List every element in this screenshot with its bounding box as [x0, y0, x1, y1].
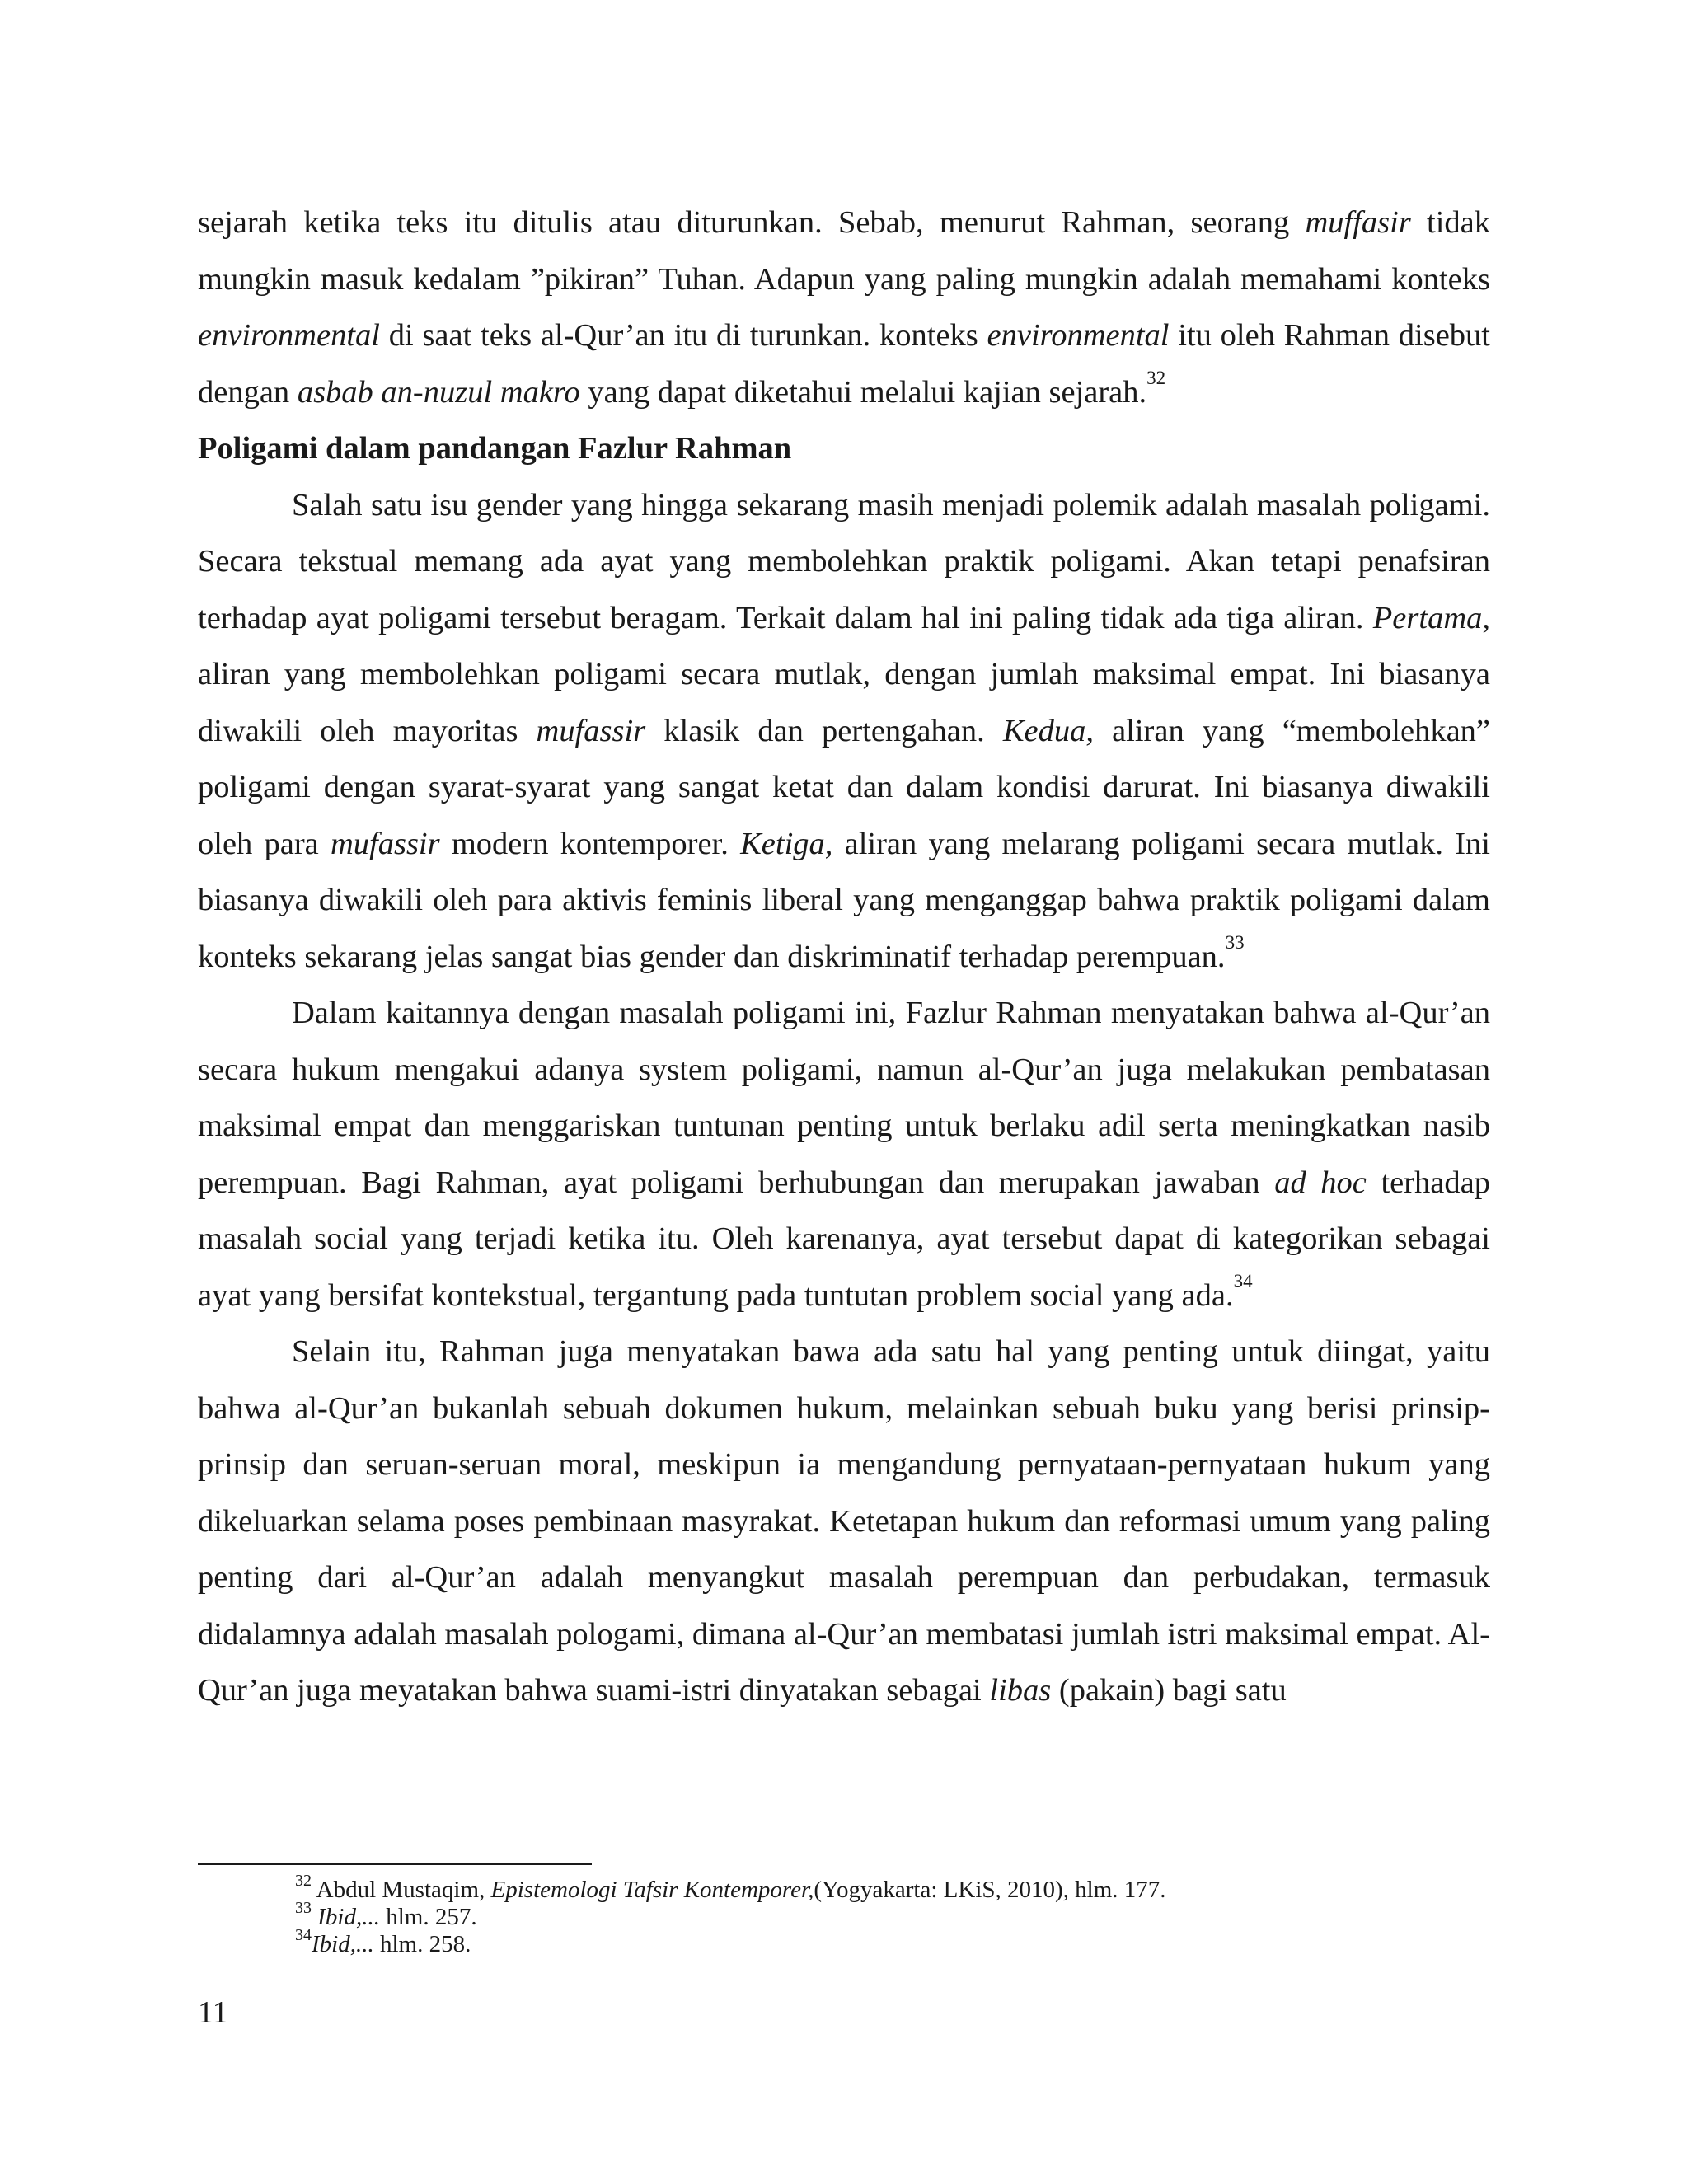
text-run: di saat teks al-Qur’an itu di turunkan. konteks [379, 318, 987, 353]
footnote-item [295, 1872, 1490, 1904]
footnotes [295, 1872, 1490, 1958]
paragraph-continuation [198, 194, 1490, 420]
italic-term: asbab an-nuzul makro [297, 374, 580, 410]
text-run: Abdul Mustaqim, [312, 1877, 491, 1903]
italic-term: Kedua, [1002, 713, 1094, 748]
italic-term: Ibid,... [312, 1931, 374, 1957]
paragraph [198, 477, 1490, 986]
text-run: terhadap masalah social yang terjadi ketika itu. Oleh karenanya, ayat tersebut dapat di kategorikan sebagai ayat yang bersifat kontekstual, tergantung pada tuntutan problem social yang ada. [198, 1165, 1490, 1313]
section-heading: Poligami dalam pandangan Fazlur Rahman [198, 431, 792, 466]
text-run: Salah satu isu gender yang hingga sekarang masih menjadi polemik adalah masalah poligami. Secara tekstual memang ada ayat yang membolehkan praktik poligami. Akan tetapi penafsiran terhadap ayat poligami tersebut beragam. Terkait dalam hal ini paling tidak ada tiga aliran. [198, 487, 1490, 635]
footnote-marker[interactable]: 32 [1146, 367, 1166, 388]
text-run: hlm. 257. [379, 1904, 477, 1930]
italic-term: Epistemologi Tafsir Kontemporer, [490, 1877, 814, 1903]
italic-term: ad hoc [1274, 1165, 1367, 1200]
text-run: aliran yang “membolehkan” poligami dengan syarat-syarat yang sangat ketat dan dalam kondisi darurat. Ini biasanya diwakili oleh para [198, 713, 1490, 861]
footnote-separator [198, 1863, 592, 1865]
italic-term: libas [989, 1673, 1052, 1708]
text-run: Selain itu, Rahman juga menyatakan bawa ada satu hal yang penting untuk diingat, yaitu bahwa al-Qur’an bukanlah sebuah dokumen hukum, melainkan sebuah buku yang berisi prinsip-prinsip dan seruan-seruan moral, meskipun ia mengandung pernyataan-pernyataan hukum yang dikeluarkan selama poses pembinaan masyrakat. Ketetapan hukum dan reformasi umum yang paling penting dari al-Qur’an adalah menyangkut masalah perempuan dan perbudakan, termasuk didalamnya adalah masalah pologami, dimana al-Qur’an membatasi jumlah istri maksimal empat. Al-Qur’an juga meyatakan bahwa suami-istri dinyatakan sebagai [198, 1334, 1490, 1708]
italic-term: Pertama [1372, 600, 1483, 635]
main-text [198, 194, 1490, 1719]
italic-term: mufassir [536, 713, 646, 748]
footnote-item [295, 1926, 1490, 1958]
page-number: 11 [198, 1995, 228, 2030]
text-run: (Yogyakarta: LKiS, 2010), hlm. 177. [814, 1877, 1166, 1903]
footnote-number: 33 [295, 1899, 312, 1917]
footnote-number: 34 [295, 1926, 312, 1944]
text-run: sejarah ketika teks itu ditulis atau diturunkan. Sebab, menurut Rahman, seorang [198, 205, 1306, 240]
italic-term: muffasir [1305, 205, 1411, 240]
text-run: itu oleh Rahman disebut dengan [198, 318, 1490, 410]
italic-term: Ketiga, [740, 826, 833, 861]
text-run: yang dapat diketahui melalui kajian sejarah. [579, 374, 1147, 410]
text-run: Dalam kaitannya dengan masalah poligami ini, Fazlur Rahman menyatakan bahwa al-Qur’an secara hukum mengakui adanya system poligami, namun al-Qur’an juga melakukan pembatasan maksimal empat dan menggariskan tuntunan penting untuk berlaku adil serta meningkatkan nasib perempuan. Bagi Rahman, ayat poligami berhubungan dan merupakan jawaban [198, 996, 1490, 1200]
footnote-item [295, 1899, 1490, 1931]
italic-term: environmental [198, 318, 380, 353]
footnote-marker[interactable]: 33 [1225, 931, 1245, 953]
text-run: tidak mungkin masuk kedalam ”pikiran” Tuhan. Adapun yang paling mungkin adalah memahami konteks [198, 205, 1490, 297]
paragraph [198, 1324, 1490, 1719]
italic-term: environmental [987, 318, 1170, 353]
text-run: hlm. 258. [373, 1931, 471, 1957]
footnote-marker[interactable]: 34 [1233, 1270, 1253, 1291]
text-run: , aliran yang membolehkan poligami secara mutlak, dengan jumlah maksimal empat. Ini biasanya diwakili oleh mayoritas [198, 600, 1490, 748]
text-run: klasik dan pertengahan. [645, 713, 1003, 748]
text-run: aliran yang melarang poligami secara mutlak. Ini biasanya diwakili oleh para aktivis feminis liberal yang menganggap bahwa praktik poligami dalam konteks sekarang jelas sangat bias gender dan diskriminatif terhadap perempuan. [198, 826, 1490, 974]
paragraph [198, 985, 1490, 1324]
italic-term: mufassir [330, 826, 440, 861]
text-run: (pakain) bagi satu [1051, 1673, 1287, 1708]
italic-term: Ibid,... [317, 1904, 380, 1930]
text-run: modern kontemporer. [439, 826, 741, 861]
footnote-number: 32 [295, 1872, 312, 1890]
